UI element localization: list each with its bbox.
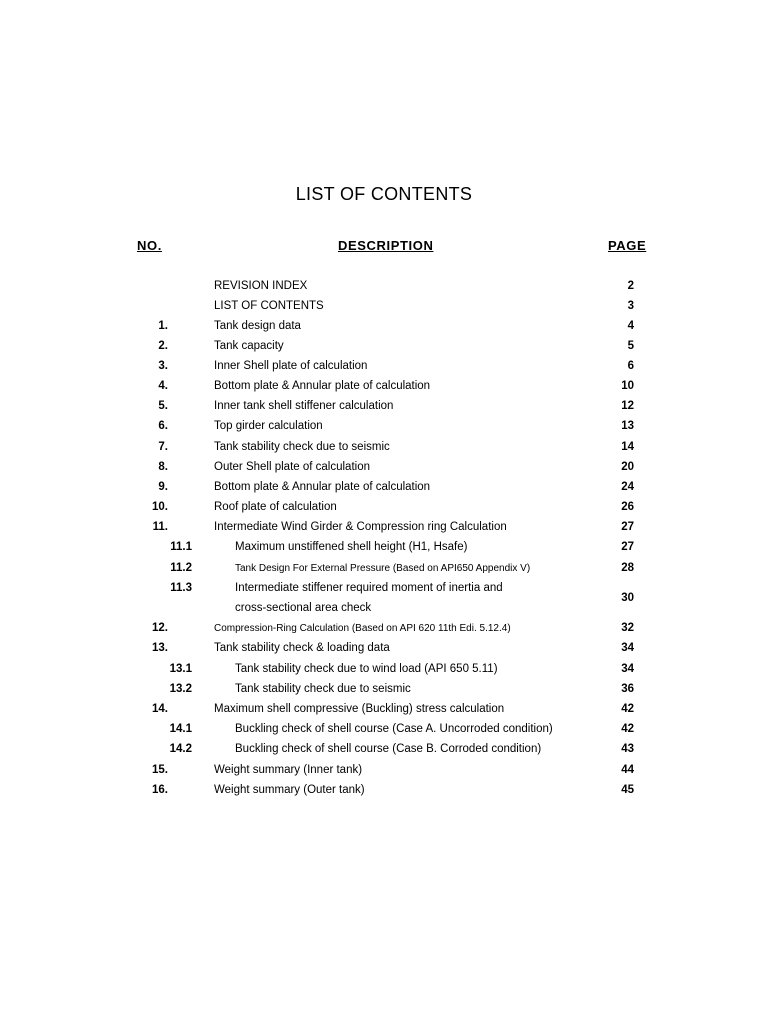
toc-entry-description: Tank capacity xyxy=(214,340,284,352)
document-title: LIST OF CONTENTS xyxy=(295,184,473,204)
toc-entry-description: Top girder calculation xyxy=(214,420,323,432)
toc-entry-description: Bottom plate & Annular plate of calculation xyxy=(214,380,431,392)
toc-entry xyxy=(0,764,768,784)
toc-entry-number: 14. xyxy=(152,703,168,715)
toc-entry-description: Tank stability check due to wind load (API 650 5.11) xyxy=(235,663,498,675)
toc-entry-number: 5. xyxy=(158,400,168,412)
toc-entry-page: 27 xyxy=(621,541,634,553)
toc-entry-number: 9. xyxy=(158,481,168,493)
toc-entry xyxy=(0,360,768,380)
toc-entry-description: LIST OF CONTENTS xyxy=(214,300,324,312)
toc-entry-number: 7. xyxy=(158,441,168,453)
toc-entry-description: Maximum unstiffened shell height (H1, Hsafe) xyxy=(235,541,468,553)
toc-entry xyxy=(0,420,768,440)
column-header-no: NO. xyxy=(137,238,162,253)
toc-entry-description: Buckling check of shell course (Case A. Uncorroded condition) xyxy=(235,723,553,735)
toc-entry-description: Tank design data xyxy=(214,320,301,332)
toc-entry-page: 32 xyxy=(621,622,634,634)
toc-entry-description: Maximum shell compressive (Buckling) stress calculation xyxy=(214,703,505,715)
toc-entry-page: 30 xyxy=(621,592,634,604)
toc-entry-page: 36 xyxy=(621,683,634,695)
toc-subentry xyxy=(0,562,768,582)
toc-entry-page: 34 xyxy=(621,663,634,675)
toc-subentry xyxy=(0,541,768,561)
toc-entry-page: 24 xyxy=(621,481,634,493)
toc-entry-description: Tank stability check due to seismic xyxy=(235,683,411,695)
toc-entry-description-continued: cross-sectional area check xyxy=(235,602,372,614)
toc-entry-description: Buckling check of shell course (Case B. Corroded condition) xyxy=(235,743,542,755)
toc-subentry xyxy=(0,743,768,763)
toc-entry-description: Compression-Ring Calculation (Based on API 620 11th Edi. 5.12.4) xyxy=(214,623,511,634)
toc-entry-description: Inner Shell plate of calculation xyxy=(214,360,368,372)
toc-entry-number: 13. xyxy=(152,642,168,654)
toc-entry-number: 11.2 xyxy=(170,562,192,574)
toc-entry-page: 5 xyxy=(627,340,634,352)
toc-entry-page: 45 xyxy=(621,784,634,796)
toc-entry xyxy=(0,501,768,521)
toc-entry xyxy=(0,280,768,300)
toc-entry-description: Intermediate stiffener required moment of inertia and xyxy=(235,582,503,594)
toc-entry xyxy=(0,441,768,461)
toc-entry-description: Inner tank shell stiffener calculation xyxy=(214,400,394,412)
toc-entry xyxy=(0,703,768,723)
toc-entry-number: 4. xyxy=(158,380,168,392)
toc-entry-description: Tank stability check & loading data xyxy=(214,642,390,654)
toc-subentry xyxy=(0,663,768,683)
toc-entry-number: 13.1 xyxy=(169,663,192,675)
toc-entry-number: 11. xyxy=(152,521,168,533)
toc-entry-description: Tank stability check due to seismic xyxy=(214,441,390,453)
toc-entry-number: 6. xyxy=(158,420,168,432)
toc-entry xyxy=(0,400,768,420)
toc-entry-number: 14.1 xyxy=(169,723,192,735)
toc-entry xyxy=(0,521,768,541)
toc-subentry xyxy=(0,683,768,703)
toc-entry xyxy=(0,784,768,804)
toc-entry-page: 20 xyxy=(621,461,634,473)
toc-entry-number: 3. xyxy=(158,360,168,372)
toc-entry xyxy=(0,340,768,360)
toc-entry xyxy=(0,642,768,662)
toc-entry-number: 8. xyxy=(158,461,168,473)
toc-entry-description: Weight summary (Inner tank) xyxy=(214,764,363,776)
toc-entry-page: 4 xyxy=(627,320,634,332)
toc-entry-number: 13.2 xyxy=(169,683,192,695)
toc-entry-page: 44 xyxy=(621,764,634,776)
toc-subentry xyxy=(0,582,768,622)
toc-entry-description: Outer Shell plate of calculation xyxy=(214,461,370,473)
toc-subentry xyxy=(0,723,768,743)
toc-entry-number: 14.2 xyxy=(169,743,192,755)
toc-entry-page: 10 xyxy=(621,380,634,392)
toc-entry xyxy=(0,320,768,340)
toc-entry xyxy=(0,622,768,642)
toc-entry-page: 34 xyxy=(621,642,634,654)
toc-entry-description: Bottom plate & Annular plate of calculation xyxy=(214,481,431,493)
toc-entry-page: 6 xyxy=(627,360,634,372)
column-header-page: PAGE xyxy=(608,238,647,253)
toc-entry-page: 42 xyxy=(621,703,634,715)
toc-entry-number: 2. xyxy=(158,340,168,352)
toc-entry-number: 11.3 xyxy=(170,582,192,594)
toc-entry xyxy=(0,461,768,481)
toc-entry-page: 26 xyxy=(621,501,634,513)
toc-entry-page: 3 xyxy=(627,300,634,312)
toc-entry-number: 16. xyxy=(152,784,168,796)
toc-entry-page: 27 xyxy=(621,521,634,533)
toc-entry-number: 1. xyxy=(158,320,168,332)
toc-entry xyxy=(0,380,768,400)
toc-entry-description: Tank Design For External Pressure (Based on API650 Appendix V) xyxy=(235,563,531,574)
toc-entry-description: Intermediate Wind Girder & Compression ring Calculation xyxy=(214,521,507,533)
toc-entry-number: 10. xyxy=(152,501,168,513)
toc-entry xyxy=(0,481,768,501)
toc-entry-page: 13 xyxy=(621,420,634,432)
toc-entry-number: 12. xyxy=(152,622,168,634)
toc-entry xyxy=(0,300,768,320)
toc-entry-description: Roof plate of calculation xyxy=(214,501,337,513)
toc-entry-page: 28 xyxy=(621,562,634,574)
toc-entry-page: 14 xyxy=(621,441,634,453)
toc-entry-page: 12 xyxy=(621,400,634,412)
toc-entry-number: 11.1 xyxy=(170,541,192,553)
toc-entry-description: Weight summary (Outer tank) xyxy=(214,784,365,796)
toc-entry-number: 15. xyxy=(152,764,168,776)
toc-entry-description: REVISION INDEX xyxy=(214,280,308,292)
toc-entry-page: 43 xyxy=(621,743,634,755)
toc-entry-page: 2 xyxy=(627,280,634,292)
toc-entry-page: 42 xyxy=(621,723,634,735)
column-header-description: DESCRIPTION xyxy=(338,238,434,253)
